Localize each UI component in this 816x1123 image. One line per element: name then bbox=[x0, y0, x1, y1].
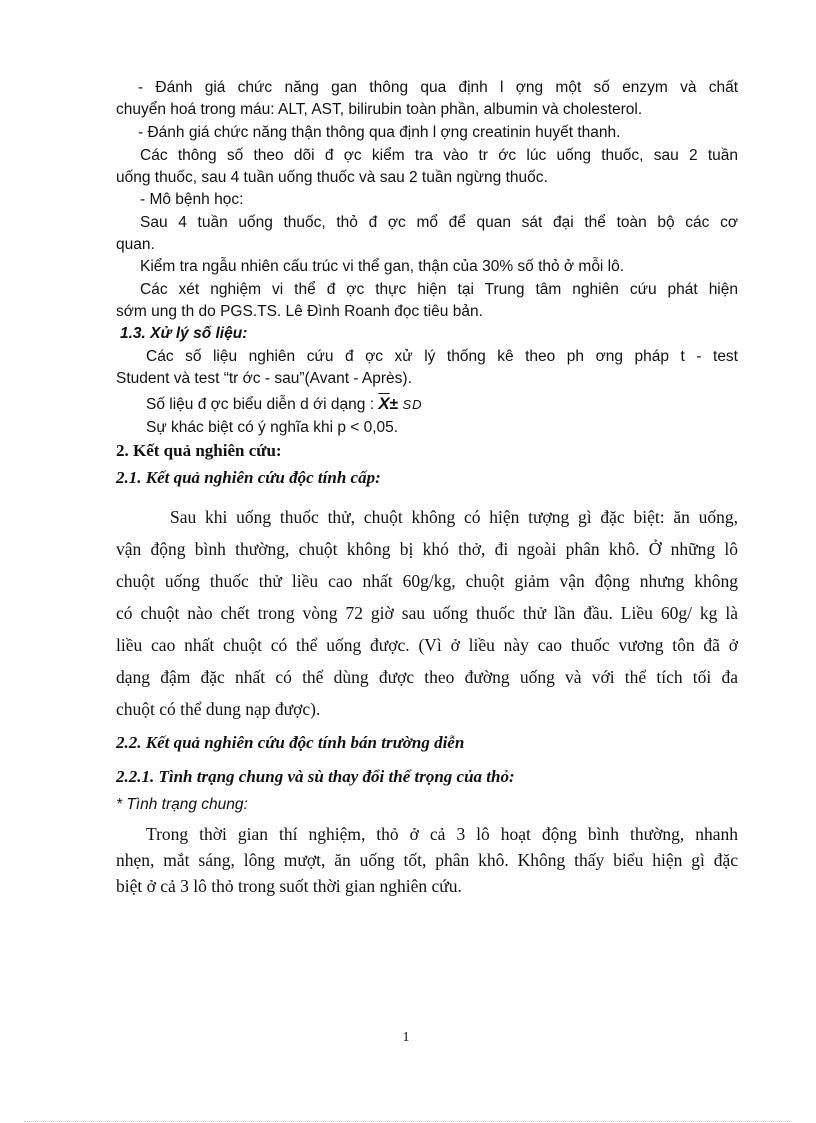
text-line: nhẹn, mắt sáng, lông mượt, ăn uống tốt, phân khô. Không thấy biểu hiện gì đặc bbox=[116, 850, 738, 870]
text-line: sớm ung th do PGS.TS. Lê Đình Roanh đọc tiêu bản. bbox=[116, 303, 483, 320]
text-line: dạng đậm đặc nhất có thể dùng được theo đường uống và với thể tích tối đa bbox=[116, 667, 738, 687]
text-line: Các xét nghiệm vi thể đ ợc thực hiện tại Trung tâm nghiên cứu phát hiện bbox=[140, 281, 738, 298]
text-line: liều cao nhất chuột có thể uống được. (Vì ở liều này cao thuốc vương tôn đã ở bbox=[116, 635, 738, 655]
plus-minus-symbol: ± bbox=[389, 396, 399, 413]
section-heading: 1.3. Xử lý số liệu: bbox=[120, 325, 248, 342]
text-line: Các số liệu nghiên cứu đ ợc xử lý thống kê theo ph ơng pháp t - test bbox=[146, 348, 738, 365]
text-line: Sau 4 tuần uống thuốc, thỏ đ ợc mổ để quan sát đại thể toàn bộ các cơ bbox=[140, 214, 738, 231]
text-line: chuột có thể dung nạp được). bbox=[116, 699, 321, 719]
page-bottom-divider bbox=[24, 1121, 792, 1122]
section-heading: 2. Kết quả nghiên cứu: bbox=[116, 441, 282, 460]
text-line: biệt ở cả 3 lô thỏ trong suốt thời gian nghiên cứu. bbox=[116, 876, 462, 896]
text-span: Số liệu đ ợc biểu diễn d ới dạng : bbox=[146, 396, 375, 413]
page-number: 1 bbox=[402, 1030, 410, 1045]
text-line: vận động bình thường, chuột không bị khó thở, đi ngoài phân khô. Ở những lô bbox=[116, 539, 738, 559]
sd-symbol: SD bbox=[402, 397, 423, 412]
text-line: Student và test “tr ớc - sau”(Avant - Après). bbox=[116, 370, 412, 387]
text-line: chuột uống thuốc thử liều cao nhất 60g/kg, chuột giảm vận động nhưng không bbox=[116, 571, 738, 591]
formula-line bbox=[146, 394, 546, 415]
text-line: - Mô bệnh học: bbox=[140, 191, 244, 208]
text-line: Kiểm tra ngẫu nhiên cấu trúc vi thể gan, thận của 30% số thỏ ở mỗi lô. bbox=[140, 258, 625, 275]
section-heading: 2.2. Kết quả nghiên cứu độc tính bán trường diễn bbox=[116, 733, 465, 752]
text-line: quan. bbox=[116, 236, 155, 253]
text-line: - Đánh giá chức năng thận thông qua định l ợng creatinin huyết thanh. bbox=[138, 124, 621, 141]
mean-symbol: $\overline{X}$ bbox=[378, 394, 390, 413]
text-line: - Đánh giá chức năng gan thông qua định l ợng một số enzym và chất bbox=[138, 79, 738, 96]
text-line: Trong thời gian thí nghiệm, thỏ ở cả 3 lô hoạt động bình thường, nhanh bbox=[146, 824, 738, 844]
text-line: có chuột nào chết trong vòng 72 giờ sau uống thuốc thử lần đầu. Liều 60g/ kg là bbox=[116, 603, 738, 623]
text-line: Các thông số theo dõi đ ợc kiểm tra vào tr ớc lúc uống thuốc, sau 2 tuần bbox=[140, 147, 738, 164]
text-line: Sau khi uống thuốc thử, chuột không có hiện tượng gì đặc biệt: ăn uống, bbox=[170, 507, 738, 527]
text-line: Sự khác biệt có ý nghĩa khi p < 0,05. bbox=[146, 419, 399, 436]
text-line: chuyển hoá trong máu: ALT, AST, bilirubin toàn phần, albumin và cholesterol. bbox=[116, 101, 643, 118]
subheading: * Tình trạng chung: bbox=[116, 796, 248, 813]
text-line: uống thuốc, sau 4 tuần uống thuốc và sau 2 tuần ngừng thuốc. bbox=[116, 169, 548, 186]
section-heading: 2.1. Kết quả nghiên cứu độc tính cấp: bbox=[116, 468, 381, 487]
section-heading: 2.2.1. Tình trạng chung và sù thay đổi thể trọng của thỏ: bbox=[116, 767, 515, 786]
